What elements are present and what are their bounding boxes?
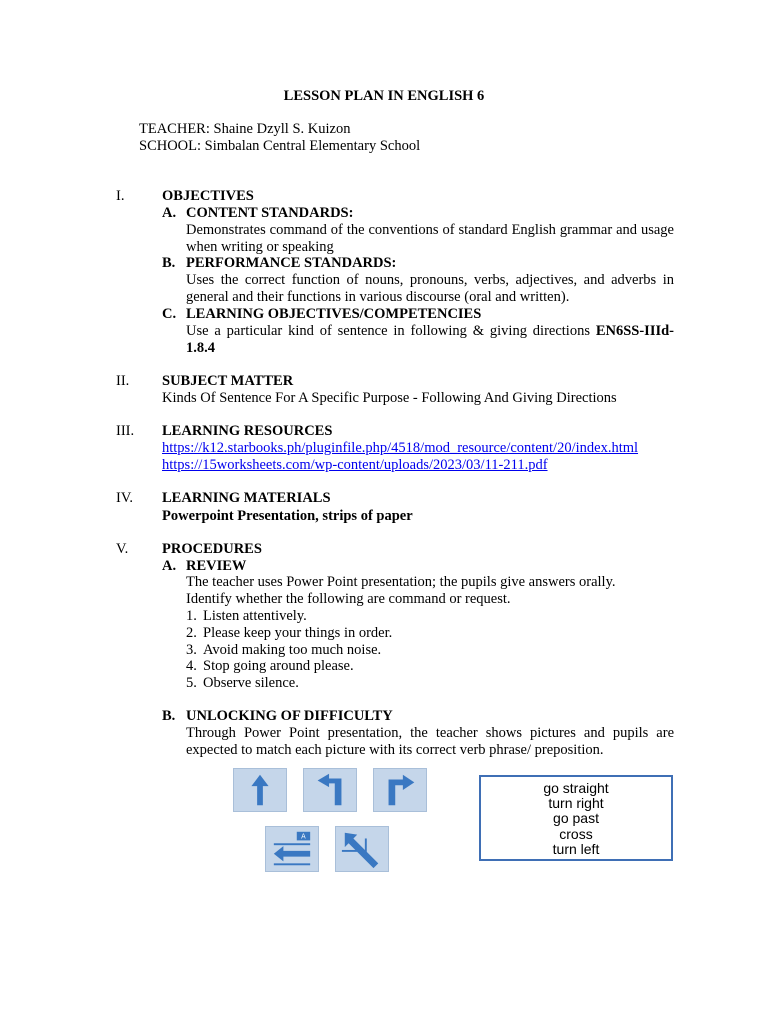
- list-text: Please keep your things in order.: [203, 625, 393, 641]
- subsection-letter: B.: [162, 708, 176, 724]
- go-past-icon: [265, 826, 319, 872]
- subsection-letter: A.: [162, 558, 177, 574]
- subsection-letter: A.: [162, 205, 177, 221]
- school-line: SCHOOL: Simbalan Central Elementary School: [139, 138, 421, 154]
- performance-standards-text: Uses the correct function of nouns, pronouns, verbs, adjectives, and adverbs in general and their functions in various discourse (oral and written).: [186, 272, 674, 305]
- svg-text:A: A: [301, 832, 306, 841]
- list-number: 3.: [186, 642, 197, 658]
- word-box-item: turn right: [548, 795, 604, 812]
- word-box-item: cross: [559, 825, 593, 842]
- section-heading-subject-matter: SUBJECT MATTER: [162, 373, 294, 389]
- list-item: [186, 658, 354, 675]
- list-text: Observe silence.: [203, 675, 299, 691]
- subheading-content-standards: CONTENT STANDARDS:: [186, 205, 354, 221]
- turn-left-icon: [303, 768, 357, 812]
- list-item: [186, 675, 299, 692]
- section-heading-learning-materials: LEARNING MATERIALS: [162, 490, 331, 506]
- word-box-item: turn left: [552, 840, 600, 857]
- list-item: [186, 642, 381, 659]
- review-question: Identify whether the following are command or request.: [186, 591, 511, 607]
- word-box-item: go past: [553, 810, 599, 827]
- subheading-unlocking-of-difficulty: UNLOCKING OF DIFFICULTY: [186, 708, 393, 724]
- turn-right-icon: [373, 768, 427, 812]
- list-number: 1.: [186, 608, 197, 624]
- section-number: I.: [116, 188, 125, 204]
- list-text: Stop going around please.: [203, 658, 354, 674]
- review-instruction: The teacher uses Power Point presentation; the pupils give answers orally.: [186, 574, 616, 590]
- section-number: V.: [116, 541, 129, 557]
- unlocking-difficulty-text: Through Power Point presentation, the teacher shows pictures and pupils are expected to match each picture with its correct verb phrase/ preposition.: [186, 725, 674, 758]
- content-standards-text: Demonstrates command of the conventions of standard English grammar and usage when writing or speaking: [186, 222, 674, 255]
- subject-matter-text: Kinds Of Sentence For A Specific Purpose - Following And Giving Directions: [162, 390, 617, 406]
- word-box-item: go straight: [543, 780, 609, 796]
- verb-phrase-box: [479, 775, 673, 861]
- list-number: 4.: [186, 658, 197, 674]
- list-number: 5.: [186, 675, 197, 691]
- subheading-performance-standards: PERFORMANCE STANDARDS:: [186, 255, 397, 271]
- list-item: [186, 608, 307, 625]
- section-heading-procedures: PROCEDURES: [162, 541, 262, 557]
- subheading-learning-objectives: LEARNING OBJECTIVES/COMPETENCIES: [186, 306, 482, 322]
- page-title: LESSON PLAN IN ENGLISH 6: [283, 88, 485, 104]
- section-number: IV.: [116, 490, 134, 506]
- teacher-line: TEACHER: Shaine Dzyll S. Kuizon: [139, 121, 351, 137]
- list-item: [186, 625, 392, 642]
- arrow-up-icon: [233, 768, 287, 812]
- cross-icon: [335, 826, 389, 872]
- subsection-letter: C.: [162, 306, 177, 322]
- learning-objectives-sentence: Use a particular kind of sentence in following & giving directions: [186, 323, 596, 339]
- resource-link-starbooks[interactable]: https://k12.starbooks.ph/pluginfile.php/4518/mod_resource/content/20/index.html: [162, 440, 639, 456]
- section-heading-objectives: OBJECTIVES: [162, 188, 254, 204]
- learning-objectives-text: [186, 323, 674, 357]
- list-text: Avoid making too much noise.: [203, 642, 382, 658]
- section-number: III.: [116, 423, 135, 439]
- learning-materials-text: Powerpoint Presentation, strips of paper: [162, 508, 413, 524]
- subsection-letter: B.: [162, 255, 176, 271]
- list-number: 2.: [186, 625, 197, 641]
- competency-code: EN6SS-IIId-1.8.4: [186, 323, 674, 356]
- section-heading-learning-resources: LEARNING RESOURCES: [162, 423, 333, 439]
- resource-link-worksheets[interactable]: https://15worksheets.com/wp-content/uploads/2023/03/11-211.pdf: [162, 457, 548, 473]
- list-text: Listen attentively.: [203, 608, 307, 624]
- subheading-review: REVIEW: [186, 558, 247, 574]
- section-number: II.: [116, 373, 130, 389]
